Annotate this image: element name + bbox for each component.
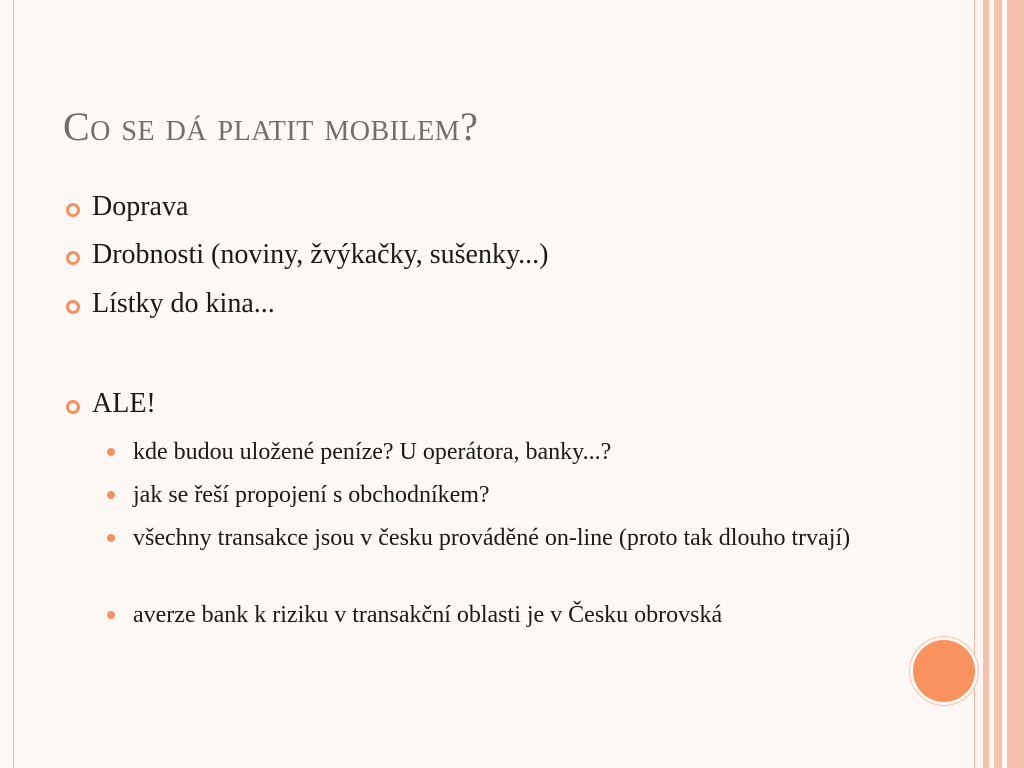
frame-line-left	[13, 0, 14, 768]
list-item: Drobnosti (noviny, žvýkačky, sušenky...)	[92, 239, 549, 270]
dot-bullet-icon	[107, 534, 115, 542]
list-item: Doprava	[92, 191, 189, 222]
ring-bullet-icon	[66, 400, 80, 414]
list-item: ALE!	[92, 388, 156, 419]
sub-list-item: jak se řeší propojení s obchodníkem?	[133, 482, 490, 508]
sub-list-item: kde budou uložené peníze? U operátora, banky...?	[133, 439, 612, 465]
dot-bullet-icon	[107, 448, 115, 456]
ring-bullet-icon	[66, 300, 80, 314]
dot-bullet-icon	[107, 611, 115, 619]
ring-bullet-icon	[66, 203, 80, 217]
slide-title: Co se dá platit mobilem?	[63, 104, 479, 149]
frame-line-right	[974, 0, 975, 768]
decorative-circle	[913, 640, 975, 702]
dot-bullet-icon	[107, 491, 115, 499]
ring-bullet-icon	[66, 251, 80, 265]
list-item: Lístky do kina...	[92, 288, 275, 319]
sub-list-item: averze bank k riziku v transakční oblasti je v Česku obrovská	[133, 602, 723, 628]
stripe	[1007, 0, 1024, 768]
stripe	[994, 0, 1002, 768]
decorative-stripes	[980, 0, 1024, 768]
stripe	[983, 0, 989, 768]
sub-list-item: všechny transakce jsou v česku prováděné on-line (proto tak dlouho trvají)	[133, 525, 851, 551]
